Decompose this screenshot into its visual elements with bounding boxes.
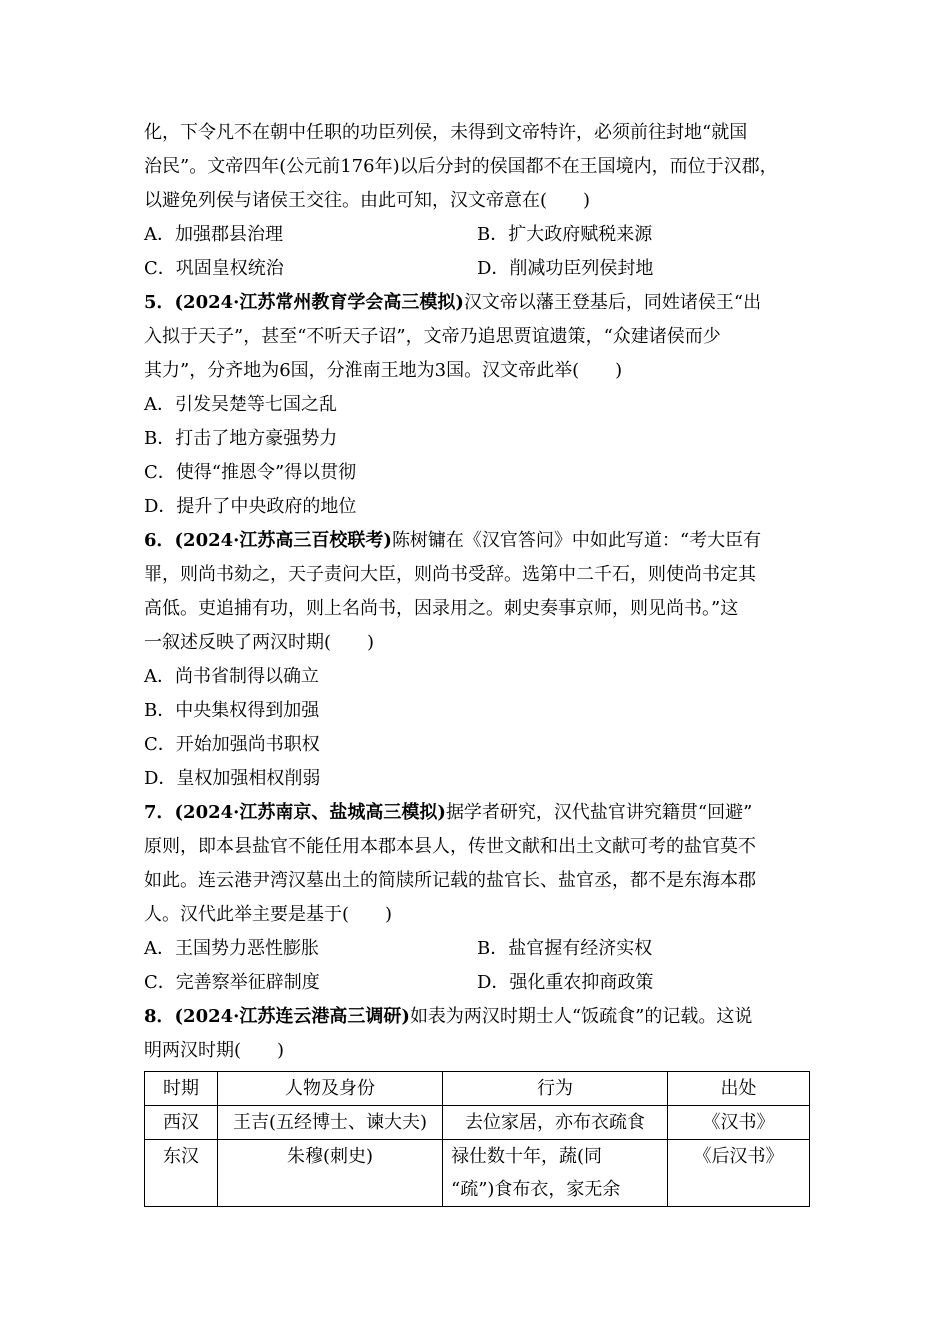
table-cell-line: “疏”)食布衣，家无余 (451, 1179, 621, 1200)
table-header-cell: 出处 (668, 1072, 810, 1106)
q8-number: 8． (144, 1006, 175, 1027)
table-cell: 《汉书》 (668, 1106, 810, 1140)
q5-option-b: B．打击了地方豪强势力 (144, 428, 338, 449)
q7-options-row (144, 932, 810, 966)
q5-number: 5． (144, 292, 175, 313)
q4-option-c: C．巩固皇权统治 (144, 258, 284, 279)
q5-stem-line: 其力”，分齐地为6国，分淮南王地为3国。汉文帝此举( ) (144, 360, 623, 381)
q7-options-row (144, 966, 810, 1000)
q4-options-row (144, 218, 810, 252)
q5-option-c: C．使得“推恩令”得以贯彻 (144, 462, 357, 483)
q5-stem-line (144, 286, 810, 320)
q7-option-a: A．王国势力恶性膨胀 (144, 938, 319, 959)
table-header-cell: 人物及身份 (218, 1072, 443, 1106)
q6-stem-start: 陈树镛在《汉官答问》中如此写道：“考大臣有 (391, 530, 762, 551)
q6-option-d: D．皇权加强相权削弱 (144, 768, 321, 789)
q8-stem-line (144, 1000, 810, 1034)
q7-stem-start: 据学者研究，汉代盐官讲究籍贯“回避” (445, 802, 753, 823)
q4-stem-line: 以避免列侯与诸侯王交往。由此可知，汉文帝意在( ) (144, 190, 591, 211)
q8-stem-line: 明两汉时期( ) (144, 1040, 285, 1061)
q5-stem-start: 汉文帝以藩王登基后，同姓诸侯王“出 (463, 292, 762, 313)
q8-stem-start: 如表为两汉时期士人“饭疏食”的记载。这说 (409, 1006, 753, 1027)
table-cell: 去位家居，亦布衣疏食 (443, 1106, 668, 1140)
table-cell: 朱穆(刺史) (218, 1140, 443, 1207)
q6-stem-line (144, 524, 810, 558)
q6-stem-line: 高低。吏追捕有功，则上名尚书，因录用之。刺史奏事京师，则见尚书。”这 (144, 598, 739, 619)
q7-option-d: D．强化重农抑商政策 (477, 972, 654, 993)
q4-option-b: B．扩大政府赋税来源 (477, 224, 653, 245)
q6-source: (2024·江苏高三百校联考) (174, 530, 392, 551)
q6-stem-line: 罪，则尚书劾之，天子责问大臣，则尚书受辞。选第中二千石，则使尚书定其 (144, 564, 756, 585)
q7-stem-line: 如此。连云港尹湾汉墓出土的简牍所记载的盐官长、盐官丞，都不是东海本郡 (144, 870, 756, 891)
table-row (145, 1106, 810, 1140)
q7-stem-line: 原则，即本县盐官不能任用本郡本县人，传世文献和出土文献可考的盐官莫不 (144, 836, 756, 857)
table-cell-line: 禄仕数十年，蔬(同 (451, 1146, 603, 1167)
q8-data-table (144, 1071, 810, 1207)
q7-stem-line (144, 796, 810, 830)
q5-option-d: D．提升了中央政府的地位 (144, 496, 357, 517)
q8-source: (2024·江苏连云港高三调研) (174, 1006, 410, 1027)
table-cell: 王吉(五经博士、谏大夫) (218, 1106, 443, 1140)
table-cell: 《后汉书》 (668, 1140, 810, 1207)
q7-number: 7． (144, 802, 175, 823)
table-row (145, 1140, 810, 1207)
q6-option-b: B．中央集权得到加强 (144, 700, 320, 721)
question-content (144, 116, 810, 1207)
table-header-row (145, 1072, 810, 1106)
q4-stem-line: 治民”。文帝四年(公元前176年)以后分封的侯国都不在王国境内，而位于汉郡， (144, 156, 778, 177)
q5-source: (2024·江苏常州教育学会高三模拟) (174, 292, 464, 313)
q5-stem-line: 入拟于天子”，甚至“不听天子诏”，文帝乃追思贾谊遗策，“众建诸侯而少 (144, 326, 721, 347)
q6-option-c: C．开始加强尚书职权 (144, 734, 320, 755)
table-header-cell: 时期 (145, 1072, 218, 1106)
table-cell: 西汉 (145, 1106, 218, 1140)
q7-option-b: B．盐官握有经济实权 (477, 938, 653, 959)
q5-option-a: A．引发吴楚等七国之乱 (144, 394, 337, 415)
q7-option-c: C．完善察举征辟制度 (144, 972, 320, 993)
q6-stem-line: 一叙述反映了两汉时期( ) (144, 632, 375, 653)
q6-option-a: A．尚书省制得以确立 (144, 666, 319, 687)
q4-option-a: A．加强郡县治理 (144, 224, 283, 245)
q6-number: 6． (144, 530, 175, 551)
table-cell: 东汉 (145, 1140, 218, 1207)
table-header-cell: 行为 (443, 1072, 668, 1106)
q7-stem-line: 人。汉代此举主要是基于( ) (144, 904, 393, 925)
q7-source: (2024·江苏南京、盐城高三模拟) (174, 802, 446, 823)
table-cell (443, 1140, 668, 1207)
q4-options-row (144, 252, 810, 286)
q4-option-d: D．削减功臣列侯封地 (477, 258, 654, 279)
q4-stem-line: 化，下令凡不在朝中任职的功臣列侯，未得到文帝特许，必须前往封地“就国 (144, 122, 748, 143)
